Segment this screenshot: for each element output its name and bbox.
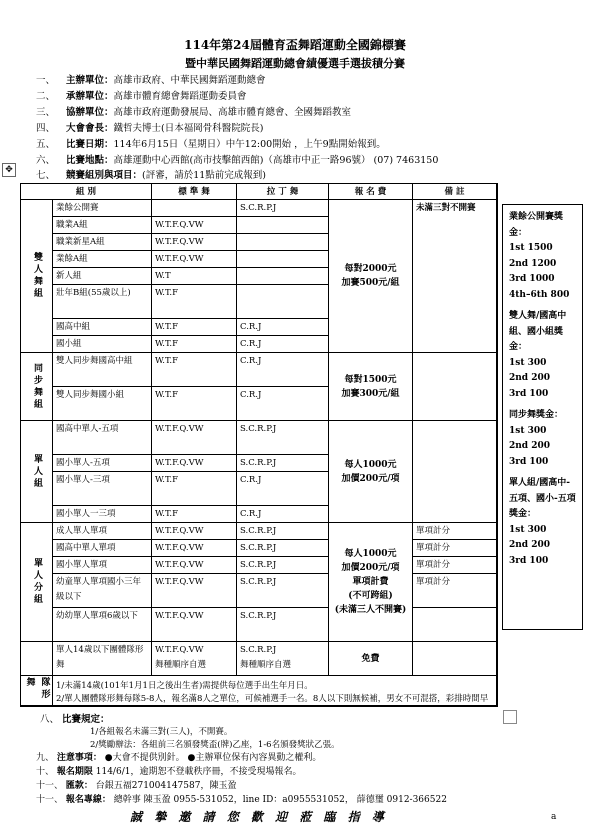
info-number: 七、 xyxy=(36,170,56,181)
section-fee: 免費 xyxy=(329,642,413,676)
remark-cell xyxy=(413,608,497,642)
info-number: 四、 xyxy=(36,123,56,134)
formation-rule: 2/單人團體隊形舞每隊5-8人，報名滿8人之單位，可候補選手一名。8人以下則無候補，男女不可混搭，彩排時間早 xyxy=(56,694,489,704)
prize-line: 3rd 1000 xyxy=(509,274,555,284)
section-fee: 每對2000元 加賽500元/組 xyxy=(329,200,413,353)
footer-number: 十一、 xyxy=(36,795,66,805)
section-remark xyxy=(413,642,497,676)
info-line xyxy=(36,152,438,166)
group-name: 國高中單人單項 xyxy=(53,540,152,557)
latin-dances: S.C.R.P.J xyxy=(237,523,329,540)
prize-line: 2nd 1200 xyxy=(509,258,557,269)
standard-dances: W.T.F.Q.VW xyxy=(152,557,237,574)
info-text: 高雄運動中心西館(高市技擊館西館)（高雄市中正一路96號） (07) 7463150 xyxy=(113,155,439,166)
group-name: 國小單人一三項 xyxy=(53,506,152,523)
section-label: 同步舞組 xyxy=(21,353,53,421)
prize-line: 3rd 100 xyxy=(509,456,549,467)
latin-dances xyxy=(237,217,329,234)
remark-cell: 單項計分 xyxy=(413,540,497,557)
prize-line: 2nd 200 xyxy=(509,373,551,383)
group-name: 雙人同步舞國高中組 xyxy=(53,353,152,387)
info-label: 比賽地點： xyxy=(66,155,114,166)
header-group: 組 別 xyxy=(21,184,152,200)
section-label: 單人組 xyxy=(21,421,53,523)
group-name: 壯年B組(55歲以上) xyxy=(53,285,152,319)
info-label: 比賽日期： xyxy=(66,139,114,150)
group-name: 國小單人單項 xyxy=(53,557,152,574)
standard-dances: W.T.F xyxy=(152,472,237,506)
group-name: 單人14歲以下團體隊形舞 xyxy=(53,642,152,676)
prize-line: 業餘公開賽獎金： xyxy=(509,212,564,238)
footer-line xyxy=(36,750,321,763)
footer-line xyxy=(36,792,447,805)
header-standard: 標 準 舞 xyxy=(152,184,237,200)
prize-line: 雙人舞/國高中組、國小組獎金： xyxy=(509,311,567,352)
latin-dances: C.R.J xyxy=(237,472,329,506)
standard-dances: W.T xyxy=(152,268,237,285)
section-fee: 每對1500元 加賽300元/組 xyxy=(329,353,413,421)
standard-dances: W.T.F.Q.VW xyxy=(152,217,237,234)
header-latin: 拉 丁 舞 xyxy=(237,184,329,200)
closing-slogan: 誠 摯 邀 請 您 歡 迎 蒞 臨 指 導 xyxy=(130,810,388,824)
section-remark xyxy=(413,353,497,421)
standard-dances: W.T.F.Q.VW xyxy=(152,523,237,540)
footer-label: 報名期限 xyxy=(56,767,93,777)
footer-text: 台銀五福271004147587，陳玉盈 xyxy=(92,781,237,791)
info-line xyxy=(36,136,386,150)
info-line xyxy=(36,120,263,134)
footer-text: 114/6/1，逾期恕不登載秩序冊，不接受現場報名。 xyxy=(92,767,302,777)
group-name: 幼童單人單項國小三年級以下 xyxy=(53,574,152,608)
prize-line: 1st 300 xyxy=(509,425,547,436)
info-line xyxy=(36,104,351,118)
info-number: 三、 xyxy=(36,107,56,118)
prize-line: 1st 300 xyxy=(509,357,547,368)
latin-dances: S.C.R.P.J xyxy=(237,608,329,642)
latin-dances: S.C.R.P.J 舞種順序自選 xyxy=(237,642,329,676)
info-label: 承辦單位： xyxy=(66,91,114,102)
latin-dances: S.C.R.P.J xyxy=(237,574,329,608)
standard-dances: W.T.F.Q.VW xyxy=(152,574,237,608)
latin-dances: C.R.J xyxy=(237,319,329,336)
prize-line: 4th–6th 800 xyxy=(509,289,570,300)
group-name: 國小組 xyxy=(53,336,152,353)
prize-line: 3rd 100 xyxy=(509,388,549,399)
group-name: 新人組 xyxy=(53,268,152,285)
info-line xyxy=(36,72,266,86)
info-number: 二、 xyxy=(36,91,56,102)
standard-dances: W.T.F xyxy=(152,353,237,387)
group-name: 業餘公開賽 xyxy=(53,200,152,217)
remark-cell: 單項計分 xyxy=(413,574,497,608)
latin-dances: S.C.R.P.J xyxy=(237,200,329,217)
prize-box xyxy=(502,204,583,630)
info-label: 主辦單位： xyxy=(66,75,114,86)
latin-dances: S.C.R.P.J xyxy=(237,540,329,557)
formation-label: 隊形舞 xyxy=(21,676,53,706)
standard-dances: W.T.F.Q.VW 舞種順序自選 xyxy=(152,642,237,676)
info-line xyxy=(36,167,266,181)
section-label: 單人分組 xyxy=(21,523,53,642)
info-text: 高雄市政府、中華民國舞蹈運動總會 xyxy=(113,75,266,86)
corner-mark: a xyxy=(551,812,557,822)
section-fee: 每人1000元 加價200元/項 xyxy=(329,421,413,523)
group-name: 雙人同步舞國小組 xyxy=(53,387,152,421)
prize-line: 2nd 200 xyxy=(509,540,551,550)
latin-dances: S.C.R.P.J xyxy=(237,455,329,472)
standard-dances: W.T.F.Q.VW xyxy=(152,234,237,251)
rule-item: 2/獎勵辦法：各組前三名頒發獎盃(牌)乙座，1-6名頒發獎狀乙張。 xyxy=(90,740,340,750)
info-text: 鐵哲夫博士(日本福岡骨科醫院院長) xyxy=(113,123,264,134)
section-remark: 未滿三對不開賽 xyxy=(413,200,497,353)
group-name: 國小單人-五項 xyxy=(53,455,152,472)
footer-number: 十一、 xyxy=(36,781,66,791)
prize-line: 同步舞獎金： xyxy=(509,410,564,420)
section-remark xyxy=(413,421,497,523)
header-fee: 報 名 費 xyxy=(329,184,413,200)
group-name: 職業新星A組 xyxy=(53,234,152,251)
group-name: 成人單人單項 xyxy=(53,523,152,540)
standard-dances: W.T.F.Q.VW xyxy=(152,540,237,557)
anchor-box xyxy=(503,710,517,724)
prize-line: 2nd 200 xyxy=(509,441,551,451)
info-label: 大會會長： xyxy=(66,123,114,134)
standard-dances: W.T.F.Q.VW xyxy=(152,421,237,455)
rule-item: 1/各組報名未滿三對(三人)，不開賽。 xyxy=(90,727,233,737)
group-name: 國高中單人-五項 xyxy=(53,421,152,455)
prize-line: 3rd 100 xyxy=(509,555,549,566)
latin-dances: C.R.J xyxy=(237,506,329,523)
section-fee: 每人1000元 加價200元/項 單項計費 (不可跨組) (未滿三人不開賽) xyxy=(329,523,413,642)
footer-text: 總幹事 陳玉盈 0955-531052，line ID：a0955531052， 薛德璽 0912-366522 xyxy=(110,795,447,805)
info-label: 協辦單位： xyxy=(66,107,114,118)
prize-line: 1st 300 xyxy=(509,524,547,535)
rules-number: 八、 xyxy=(40,714,63,725)
latin-dances xyxy=(237,251,329,268)
info-number: 五、 xyxy=(36,139,56,150)
standard-dances: W.T.F xyxy=(152,387,237,421)
info-number: 六、 xyxy=(36,155,56,166)
group-name: 國高中組 xyxy=(53,319,152,336)
group-name: 幼幼單人單項6歲以下 xyxy=(53,608,152,642)
footer-label: 報名專線： xyxy=(65,795,111,805)
standard-dances: W.T.F.Q.VW xyxy=(152,608,237,642)
info-text: (評審，請於11點前完成報到) xyxy=(142,170,267,181)
latin-dances: S.C.R.P.J xyxy=(237,421,329,455)
remark-cell: 單項計分 xyxy=(413,523,497,540)
group-name: 國小單人-三項 xyxy=(53,472,152,506)
footer-line xyxy=(36,764,301,777)
info-text: 高雄市政府運動發展局、高雄市體育總會、全國舞蹈教室 xyxy=(113,107,352,118)
info-text: 高雄市體育總會舞蹈運動委員會 xyxy=(113,91,247,102)
footer-label: 匯款： xyxy=(65,781,93,791)
group-name: 業餘A組 xyxy=(53,251,152,268)
remark-cell: 單項計分 xyxy=(413,557,497,574)
latin-dances: S.C.R.P.J xyxy=(237,557,329,574)
document-subtitle: 暨中華民國舞蹈運動總會績優選手選拔積分賽 xyxy=(185,57,405,70)
section-label xyxy=(21,642,53,676)
footer-number: 十、 xyxy=(36,767,57,777)
info-line xyxy=(36,88,247,102)
footer-line xyxy=(36,778,236,791)
standard-dances: W.T.F.Q.VW xyxy=(152,455,237,472)
standard-dances: W.T.F xyxy=(152,319,237,336)
header-remark: 備 註 xyxy=(413,184,497,200)
latin-dances xyxy=(237,268,329,285)
latin-dances xyxy=(237,285,329,319)
footer-label: 注意事項： xyxy=(56,753,102,763)
rules-label: 比賽規定： xyxy=(62,714,110,725)
info-text: 114年6月15日（星期日）中午12:00開始 ，上午9點開始報到。 xyxy=(113,139,386,150)
standard-dances: W.T.F xyxy=(152,336,237,353)
latin-dances xyxy=(237,234,329,251)
competition-table xyxy=(20,183,498,707)
document-title: 114年第24屆體育盃舞蹈運動全國錦標賽 xyxy=(184,38,406,52)
info-label: 競賽組別與項目： xyxy=(66,170,143,181)
formation-rules xyxy=(53,676,497,706)
rules-heading xyxy=(40,711,110,725)
info-number: 一、 xyxy=(36,75,56,86)
latin-dances: C.R.J xyxy=(237,353,329,387)
formation-rule: 1/未滿14歲(101年1月1日之後出生者)需提供每位選手出生年月日。 xyxy=(56,681,313,691)
footer-text: ●大會不提供別針。 ●主辦單位保有內容異動之權利。 xyxy=(101,753,322,763)
latin-dances: C.R.J xyxy=(237,336,329,353)
prize-line: 單人組/國高中-五項、國小-五項獎金： xyxy=(509,478,576,519)
group-name: 職業A組 xyxy=(53,217,152,234)
standard-dances: W.T.F.Q.VW xyxy=(152,251,237,268)
standard-dances: W.T.F xyxy=(152,285,237,319)
standard-dances: W.T.F xyxy=(152,506,237,523)
latin-dances: C.R.J xyxy=(237,387,329,421)
move-handle-icon[interactable]: ✥ xyxy=(2,163,16,177)
footer-number: 九、 xyxy=(36,753,57,763)
prize-line: 1st 1500 xyxy=(509,243,553,253)
section-label: 雙人舞組 xyxy=(21,200,53,353)
standard-dances xyxy=(152,200,237,217)
